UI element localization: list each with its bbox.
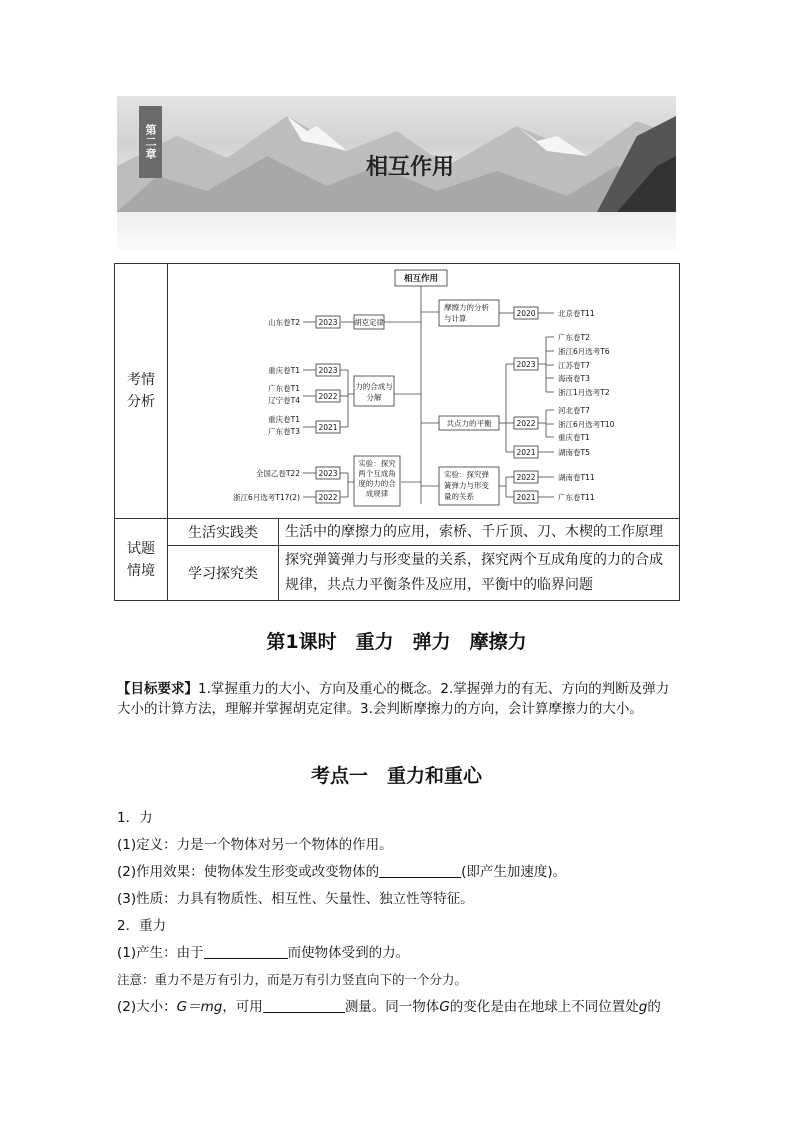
svg-text:两个互成角: 两个互成角 [358,469,396,478]
svg-text:重庆卷T1: 重庆卷T1 [268,366,300,375]
mindmap-diagram [168,264,679,518]
svg-text:全国乙卷T22: 全国乙卷T22 [255,469,300,478]
svg-text:辽宁卷T4: 辽宁卷T4 [268,396,300,405]
lesson-goals [117,679,679,719]
gravity-size: (2)大小：G＝mg，可用 测量。同一物体G的变化是由在地球上不同位置处g的 [117,999,661,1015]
svg-text:分解: 分解 [366,393,382,402]
svg-text:河北卷T7: 河北卷T7 [558,406,590,415]
svg-text:成规律: 成规律 [365,489,389,498]
goals-text: 1.掌握重力的大小、方向及重心的概念。2.掌握弹力的有无、方向的判断及弹力大小的计算方法，理解并掌握胡克定律。3.会判断摩擦力的方向，会计算摩擦力的大小。 [117,681,670,717]
force-heading: 1．力 [117,810,153,826]
svg-text:与计算: 与计算 [444,314,467,323]
exam-outline-table [114,263,680,601]
svg-text:江苏卷T7: 江苏卷T7 [558,361,590,370]
svg-text:2023: 2023 [516,360,536,369]
svg-text:山东卷T2: 山东卷T2 [268,318,300,327]
svg-text:力的合成与: 力的合成与 [355,382,393,391]
category-cell: 生活实践类 [168,519,279,546]
svg-text:广东卷T3: 广东卷T3 [268,427,300,436]
context-label: 试题情境 [127,540,155,579]
context-content: 生活中的摩擦力的应用，索桥、千斤顶、刀、木楔的工作原理 [279,519,680,546]
svg-text:湖南卷T5: 湖南卷T5 [558,448,590,457]
svg-text:广东卷T11: 广东卷T11 [558,493,595,502]
svg-text:浙江6月选考T6: 浙江6月选考T6 [558,347,610,356]
svg-text:2021: 2021 [516,493,536,502]
svg-text:簧弹力与形变: 簧弹力与形变 [444,481,489,490]
svg-text:共点力的平衡: 共点力的平衡 [446,419,492,428]
svg-text:2023: 2023 [318,318,338,327]
svg-text:2023: 2023 [318,366,338,375]
banner-strip [117,212,676,250]
svg-text:重庆卷T1: 重庆卷T1 [268,415,300,424]
svg-text:2021: 2021 [516,448,536,457]
chapter-tag: 第二章 [139,106,162,178]
svg-text:实验：探究: 实验：探究 [358,459,396,468]
goals-label: 【目标要求】 [117,681,198,697]
context-label-cell [115,519,168,601]
svg-text:浙江1月选考T2: 浙江1月选考T2 [558,388,610,397]
mindmap-root: 相互作用 [403,274,439,284]
gravity-origin: (1)产生：由于 而使物体受到的力。 [117,945,410,961]
svg-text:2022: 2022 [516,419,536,428]
force-effect: (2)作用效果：使物体发生形变或改变物体的 (即产生加速度)。 [117,864,567,880]
force-definition: (1)定义：力是一个物体对另一个物体的作用。 [117,837,393,853]
force-nature: (3)性质：力具有物质性、相互性、矢量性、独立性等特征。 [117,891,474,907]
svg-text:浙江6月选考T10: 浙江6月选考T10 [558,420,615,429]
svg-text:2022: 2022 [318,493,338,502]
chapter-title: 相互作用 [365,155,454,180]
svg-text:2021: 2021 [318,423,338,432]
svg-text:实验：探究弹: 实验：探究弹 [444,470,489,479]
svg-text:广东卷T1: 广东卷T1 [268,384,300,393]
svg-text:度的力的合: 度的力的合 [358,479,396,488]
branch-hooke: 胡克定律 [354,318,384,327]
svg-text:量的关系: 量的关系 [444,492,474,501]
section-title: 考点一 重力和重心 [310,765,482,787]
svg-text:北京卷T11: 北京卷T11 [558,309,595,318]
svg-text:2022: 2022 [318,392,338,401]
blank-field [263,998,345,1013]
blank-field [204,944,288,959]
category-cell: 学习探究类 [168,546,279,601]
lesson-title: 第1课时 重力 弹力 摩擦力 [266,631,527,653]
blank-field [379,863,461,878]
svg-text:广东卷T2: 广东卷T2 [558,333,590,342]
svg-text:重庆卷T1: 重庆卷T1 [558,433,590,442]
gravity-heading: 2．重力 [117,918,167,934]
svg-text:湖南卷T11: 湖南卷T11 [558,473,595,482]
context-content: 探究弹簧弹力与形变量的关系，探究两个互成角度的力的合成规律，共点力平衡条件及应用，平衡中的临界问题 [279,546,680,601]
analysis-label-cell [115,264,168,519]
svg-text:浙江6月选考T17(2): 浙江6月选考T17(2) [232,493,300,502]
svg-text:2022: 2022 [516,473,536,482]
mindmap-cell [168,264,680,519]
svg-text:海南卷T3: 海南卷T3 [558,374,590,383]
svg-text:2023: 2023 [318,469,338,478]
svg-text:摩擦力的分析: 摩擦力的分析 [444,303,489,312]
analysis-label: 考情分析 [127,372,155,410]
svg-text:2020: 2020 [516,309,536,318]
gravity-note: 注意：重力不是万有引力，而是万有引力竖直向下的一个分力。 [117,972,468,987]
